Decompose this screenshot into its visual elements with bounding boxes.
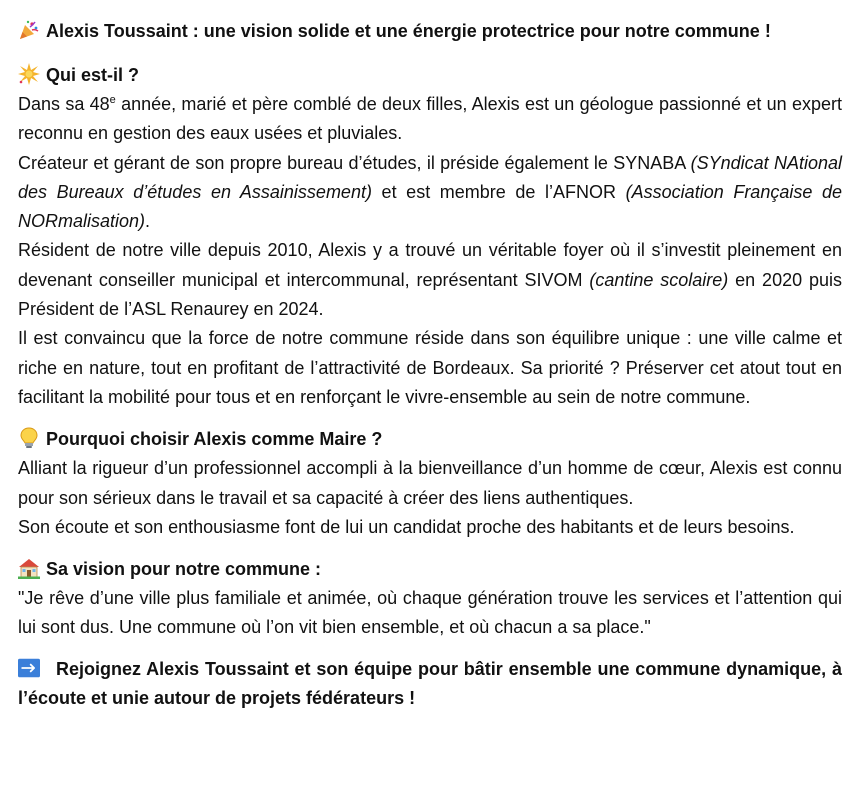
section-heading-vision-text: Sa vision pour notre commune :: [46, 559, 322, 580]
vision-quote: "Je rêve d’une ville plus familiale et animée, où chaque génération trouve les services et l’attention qui lui sont dus. Une commune où l’on vit bien ensemble, et où chacun a sa place.": [18, 588, 842, 638]
party-popper-icon: [18, 19, 40, 41]
bio-paragraph-2: Créateur et gérant de son propre bureau d’études, il préside également le SYNABA (SYndicat NAtional des Bureaux d’études en Assainissement) et est membre de l’AFNOR (Association Française de NORmalisation).: [18, 152, 842, 232]
bio-paragraph-4: Il est convaincu que la force de notre commune réside dans son équilibre unique : une ville calme et riche en nature, tout en profitant de l’attractivité de Bordeaux. Sa priorité ? Préserver cet atout tout en facilitant la mobilité pour tous et en renforçant le vivre-ensemble au sein de notre commune.: [18, 328, 842, 407]
sparkle-burst-icon: [18, 63, 40, 85]
section-heading-vision: [18, 554, 842, 584]
why-paragraph-1: Alliant la rigueur d’un professionnel accompli à la bienveillance d’un homme de cœur, Alexis est connu pour son sérieux dans le travail et sa capacité à créer des liens authentiques.: [18, 458, 842, 508]
page-title: [18, 16, 842, 46]
why-paragraph-2: Son écoute et son enthousiasme font de lui un candidat proche des habitants et de leurs besoins.: [18, 516, 795, 537]
bio-paragraph-1: Dans sa 48e année, marié et père comblé de deux filles, Alexis est un géologue passionné et un expert reconnu en gestion des eaux usées et pluviales.: [18, 94, 842, 144]
light-bulb-icon: [18, 427, 40, 449]
call-to-action-text: Rejoignez Alexis Toussaint et son équipe pour bâtir ensemble une commune dynamique, à l’écoute et unie autour de projets fédérateurs !: [18, 658, 842, 709]
page-title-text: Alexis Toussaint : une vision solide et une énergie protectrice pour notre commune !: [46, 21, 771, 41]
call-to-action: [18, 655, 842, 714]
section-heading-who-text: Qui est-il ?: [46, 65, 140, 85]
section-heading-why: [18, 424, 842, 454]
bio-paragraph-3: Résident de notre ville depuis 2010, Alexis y a trouvé un véritable foyer où il s’investit pleinement en devenant conseiller municipal et intercommunal, représentant SIVOM (cantine scolaire) en 2020 puis Président de l’ASL Renaurey en 2024.: [18, 240, 842, 320]
house-garden-icon: [18, 557, 40, 579]
section-heading-who: [18, 60, 842, 90]
right-arrow-icon: [18, 657, 44, 679]
section-heading-why-text: Pourquoi choisir Alexis comme Maire ?: [46, 429, 383, 450]
